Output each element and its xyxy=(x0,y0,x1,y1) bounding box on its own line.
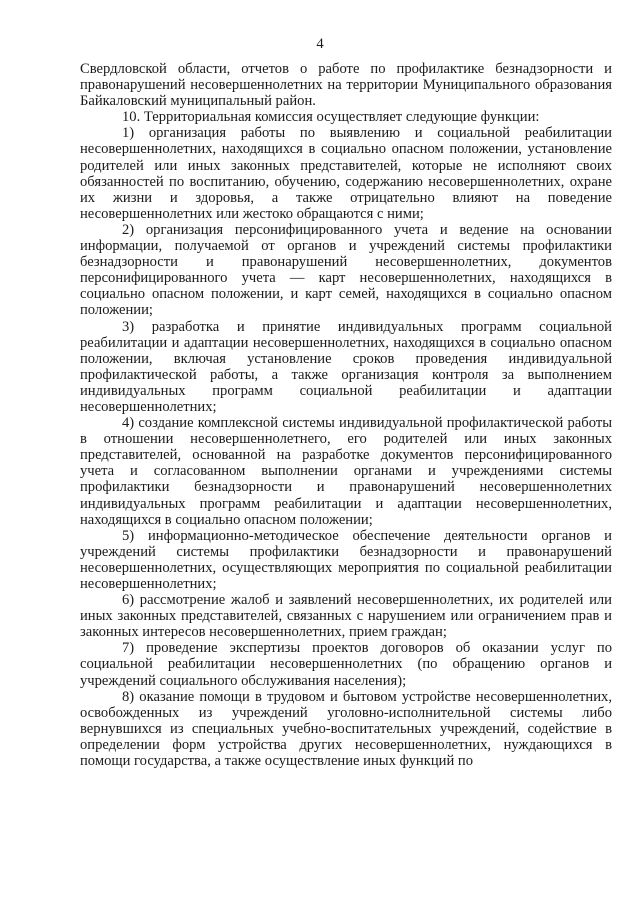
paragraph-function-7: 7) проведение экспертизы проектов договоров об оказании услуг по социальной реабилитации несовершеннолетних (по обращению органов и учреждений социального обслуживания населения); xyxy=(80,640,612,689)
paragraph-function-2: 2) организация персонифицированного учета и ведение на основании информации, получаемой от органов и учреждений системы профилактики безнадзорности и правонарушений несовершеннолетних, документов персонифицированного учета — карт несовершеннолетних, находящихся в социально опасном положении, и карт семей, находящихся в социально опасном положении; xyxy=(80,221,612,319)
paragraph-function-3: 3) разработка и принятие индивидуальных программ социальной реабилитации и адаптации несовершеннолетних, находящихся в социально опасном положении, включая установление сроков проведения индивидуальной профилактической работы, а также организация контроля за выполнением индивидуальных программ социальной реабилитации и адаптации несовершеннолетних; xyxy=(80,318,612,415)
paragraph-intro-continuation: Свердловской области, отчетов о работе по профилактике безнадзорности и правонарушений несовершеннолетних на территории Муниципального образования Байкаловский муниципальный район. xyxy=(80,61,612,110)
document-body xyxy=(80,61,612,769)
paragraph-section-10-heading: 10. Территориальная комиссия осуществляет следующие функции: xyxy=(122,109,540,126)
paragraph-function-5: 5) информационно-методическое обеспечение деятельности органов и учреждений системы профилактики безнадзорности и правонарушений несовершеннолетних, осуществляющих мероприятия по социальной реабилитации несовершеннолетних; xyxy=(80,527,612,592)
page-number: 4 xyxy=(316,36,324,52)
paragraph-function-8: 8) оказание помощи в трудовом и бытовом устройстве несовершеннолетних, освобожденных из учреждений уголовно-исполнительной системы либо вернувшихся из специальных учебно-воспитательных учреждений, содействие в определении форм устройства других несовершеннолетних, нуждающихся в помощи государства, а также осуществление иных функций по xyxy=(80,688,612,770)
paragraph-function-4: 4) создание комплексной системы индивидуальной профилактической работы в отношении несовершеннолетнего, его родителей или иных законных представителей, основанной на разработке документов персонифицированного учета и согласованном выполнении органами и учреждениями системы профилактики безнадзорности и правонарушений несовершеннолетних индивидуальных программ реабилитации и адаптации несовершеннолетних, находящихся в социально опасном положении; xyxy=(80,415,612,528)
paragraph-function-1: 1) организация работы по выявлению и социальной реабилитации несовершеннолетних, находящихся в социально опасном положении, установление родителей или иных законных представителей, которые не исполняют своих обязанностей по воспитанию, обучению, содержанию несовершеннолетних, охране их жизни и здоровья, а также отрицательно влияют на поведение несовершеннолетних или жестоко обращаются с ними; xyxy=(80,125,612,222)
paragraph-function-6: 6) рассмотрение жалоб и заявлений несовершеннолетних, их родителей или иных законных представителей, связанных с нарушением или ограничением прав и законных интересов несовершеннолетних, прием граждан; xyxy=(80,592,612,641)
